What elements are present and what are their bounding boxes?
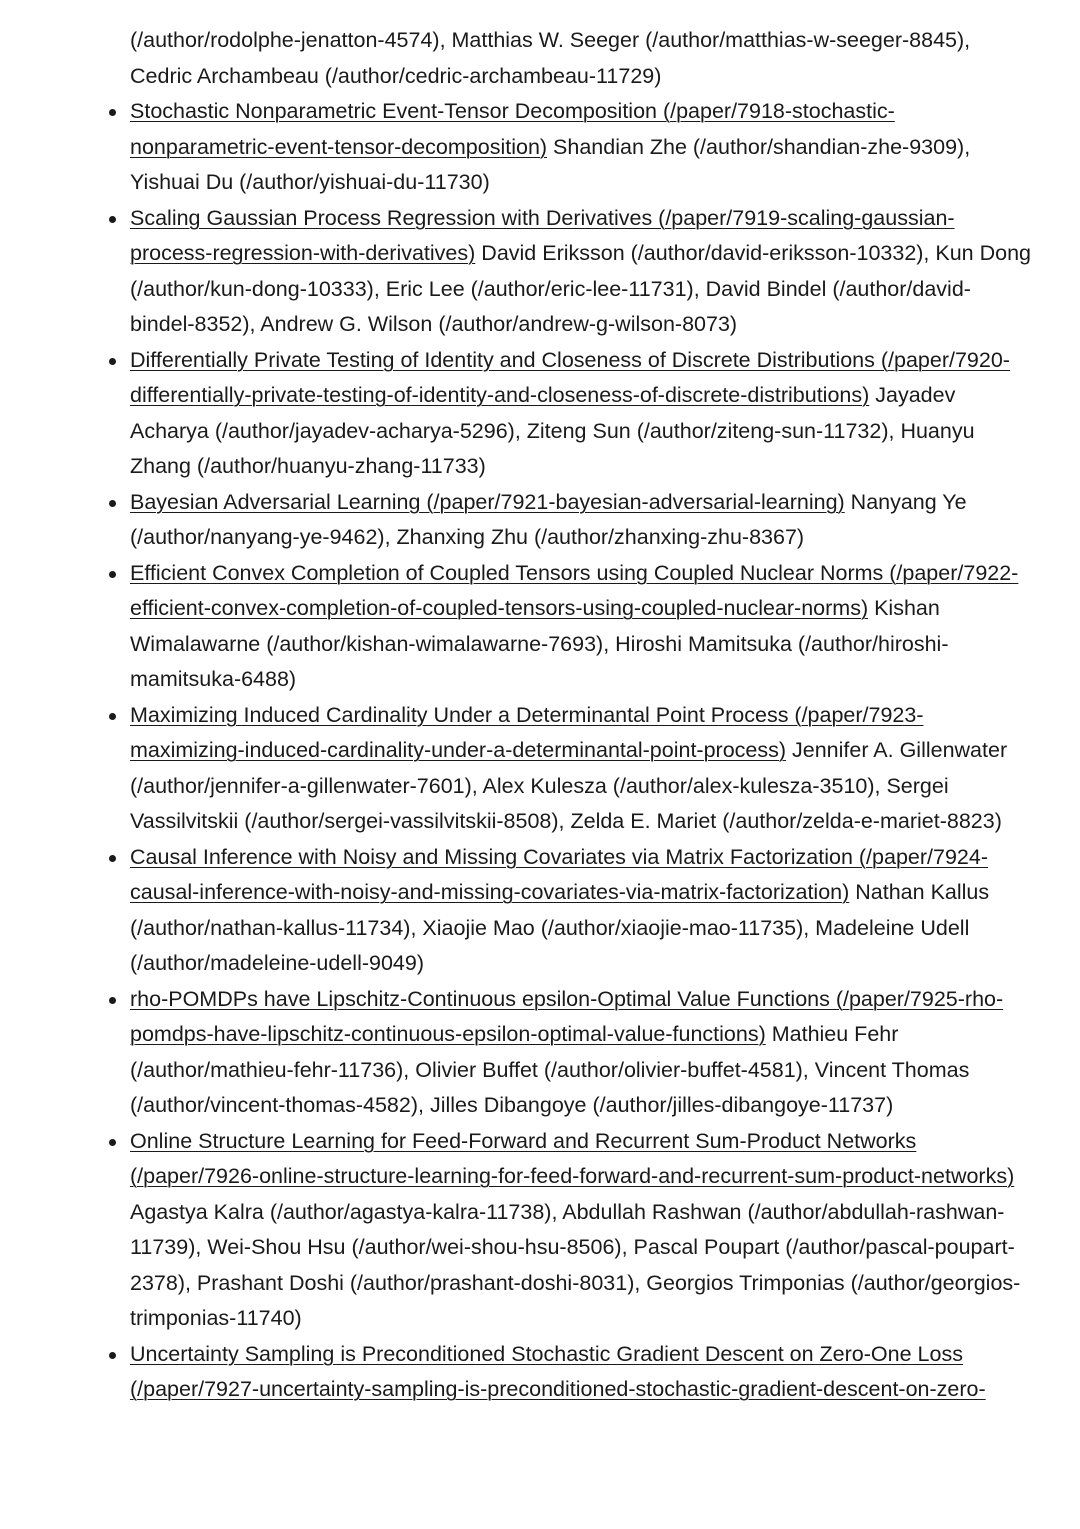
list-item <box>130 1337 1035 1408</box>
list-item <box>130 698 1035 840</box>
paper-link[interactable]: Causal Inference with Noisy and Missing Covariates via Matrix Factorization (/paper/7924-causal-inference-with-noisy-and-missing-covariates-via-matrix-factorization) <box>130 844 988 904</box>
paper-link[interactable]: Scaling Gaussian Process Regression with Derivatives (/paper/7919-scaling-gaussian-process-regression-with-derivatives) <box>130 205 955 265</box>
paper-link[interactable]: Online Structure Learning for Feed-Forward and Recurrent Sum-Product Networks (/paper/7926-online-structure-learning-for-feed-forward-and-recurrent-sum-product-networks) <box>130 1128 1015 1188</box>
list-item <box>130 840 1035 982</box>
list-item <box>130 982 1035 1124</box>
paper-link[interactable]: Bayesian Adversarial Learning (/paper/7921-bayesian-adversarial-learning) <box>130 489 845 514</box>
paper-link[interactable]: Maximizing Induced Cardinality Under a Determinantal Point Process (/paper/7923-maximizing-induced-cardinality-under-a-determinantal-point-process) <box>130 702 924 762</box>
previous-entry-authors: (/author/rodolphe-jenatton-4574), Matthias W. Seeger (/author/matthias-w-seeger-8845), Cedric Archambeau (/author/cedric-archambeau-11729) <box>130 28 971 88</box>
list-item <box>130 1124 1035 1337</box>
list-item <box>130 343 1035 485</box>
paper-link[interactable]: Efficient Convex Completion of Coupled Tensors using Coupled Nuclear Norms (/paper/7922-efficient-convex-completion-of-coupled-tensors-using-coupled-nuclear-norms) <box>130 560 1019 620</box>
paper-link[interactable]: rho-POMDPs have Lipschitz-Continuous epsilon-Optimal Value Functions (/paper/7925-rho-pomdps-have-lipschitz-continuous-epsilon-optimal-value-functions) <box>130 986 1004 1046</box>
paper-authors: Kishan Wimalawarne (/author/kishan-wimalawarne-7693), Hiroshi Mamitsuka (/author/hiroshi-mamitsuka-6488) <box>130 596 949 691</box>
paper-link[interactable]: Differentially Private Testing of Identity and Closeness of Discrete Distributions (/paper/7920-differentially-private-testing-of-identity-and-closeness-of-discrete-distributions) <box>130 347 1010 407</box>
paper-authors: Nanyang Ye (/author/nanyang-ye-9462), Zhanxing Zhu (/author/zhanxing-zhu-8367) <box>130 489 967 549</box>
paper-authors: Jennifer A. Gillenwater (/author/jennifer-a-gillenwater-7601), Alex Kulesza (/author/alex-kulesza-3510), Sergei Vassilvitskii (/author/sergei-vassilvitskii-8508), Zelda E. Mariet (/author/zelda-e-mariet-8823) <box>130 738 1008 833</box>
paper-authors: Mathieu Fehr (/author/mathieu-fehr-11736), Olivier Buffet (/author/olivier-buffet-4581), Vincent Thomas (/author/vincent-thomas-4582), Jilles Dibangoye (/author/jilles-dibangoye-11737) <box>130 1022 970 1117</box>
paper-list <box>0 94 1080 1408</box>
paper-link[interactable]: Stochastic Nonparametric Event-Tensor Decomposition (/paper/7918-stochastic-nonparametric-event-tensor-decomposition) <box>130 99 895 159</box>
paper-list-page <box>0 23 1080 1408</box>
list-item <box>130 556 1035 698</box>
paper-link[interactable]: Uncertainty Sampling is Preconditioned Stochastic Gradient Descent on Zero-One Loss (/paper/7927-uncertainty-sampling-is-preconditioned-stochastic-gradient-descent-on-zero- <box>130 1341 986 1401</box>
paper-authors: David Eriksson (/author/david-eriksson-10332), Kun Dong (/author/kun-dong-10333), Eric Lee (/author/eric-lee-11731), David Bindel (/author/david-bindel-8352), Andrew G. Wilson (/author/andrew-g-wilson-8073) <box>130 241 1032 336</box>
list-item <box>130 485 1035 556</box>
paper-authors: Shandian Zhe (/author/shandian-zhe-9309), Yishuai Du (/author/yishuai-du-11730) <box>130 134 971 194</box>
paper-authors: Agastya Kalra (/author/agastya-kalra-11738), Abdullah Rashwan (/author/abdullah-rashwan-11739), Wei-Shou Hsu (/author/wei-shou-hsu-8506), Pascal Poupart (/author/pascal-poupart-2378), Prashant Doshi (/author/prashant-doshi-8031), Georgios Trimponias (/author/georgios-trimponias-11740) <box>130 1199 1021 1330</box>
paper-authors: Nathan Kallus (/author/nathan-kallus-11734), Xiaojie Mao (/author/xiaojie-mao-11735), Madeleine Udell (/author/madeleine-udell-9049) <box>130 880 990 975</box>
list-item <box>130 201 1035 343</box>
list-item <box>130 94 1035 201</box>
paper-authors: Jayadev Acharya (/author/jayadev-acharya-5296), Ziteng Sun (/author/ziteng-sun-11732), Huanyu Zhang (/author/huanyu-zhang-11733) <box>130 383 975 478</box>
